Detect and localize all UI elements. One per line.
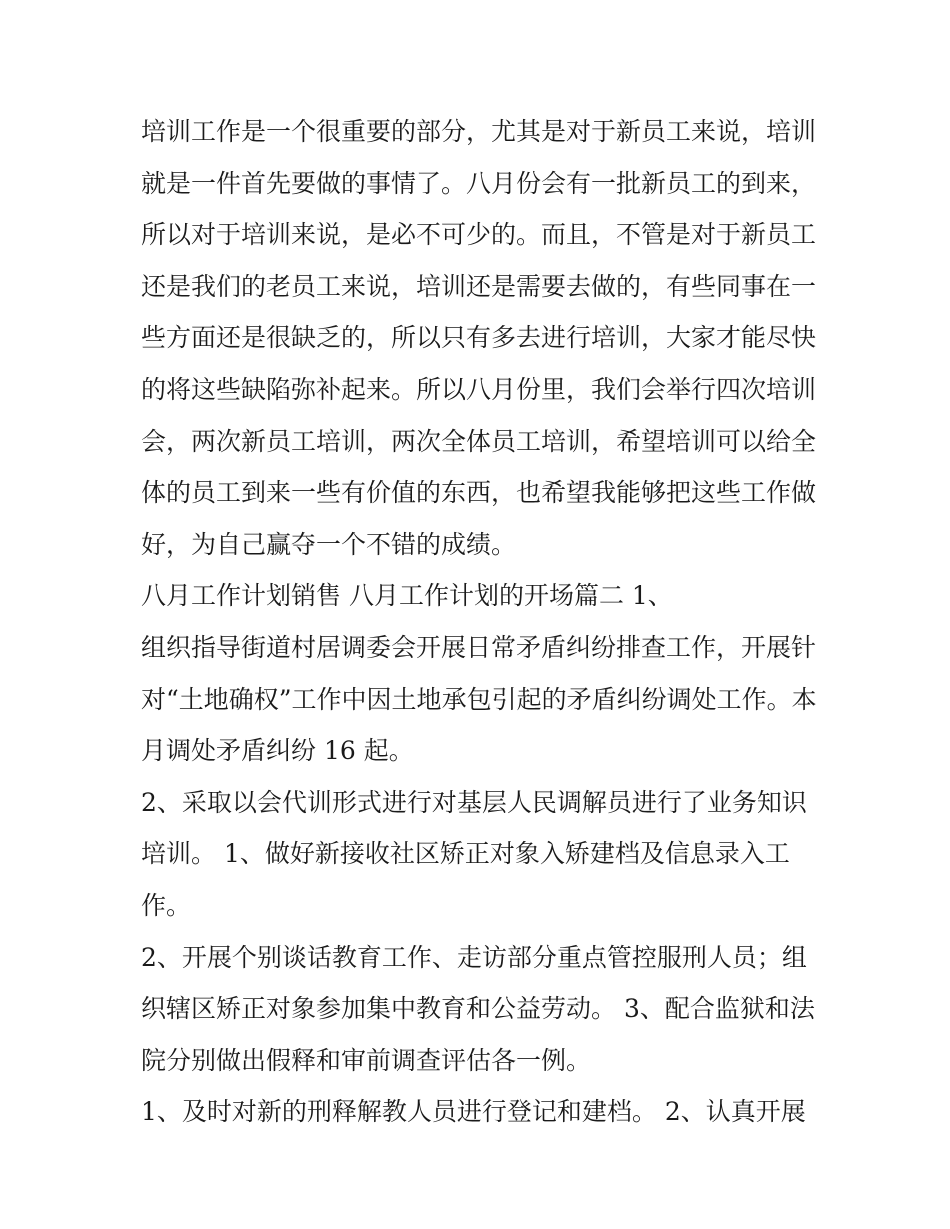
text-line: 织辖区矫正对象参加集中教育和公益劳动。 3、配合监狱和法: [141, 994, 815, 1024]
text-line: 还是我们的老员工来说，培训还是需要去做的，有些同事在一: [141, 271, 817, 301]
text-line: 院分别做出假释和审前调查评估各一例。: [141, 1045, 592, 1075]
text-line: 培训工作是一个很重要的部分，尤其是对于新员工来说，培训: [141, 117, 817, 146]
text-line: 会，两次新员工培训，两次全体员工培训，希望培训可以给全: [141, 426, 817, 456]
paragraph-training: [141, 106, 817, 570]
text-line: 对“土地确权”工作中因土地承包引起的矛盾纠纷调处工作。本: [141, 684, 817, 714]
text-line: 作。: [141, 890, 192, 920]
section-heading: [141, 570, 813, 622]
text-line: 就是一件首先要做的事情了。八月份会有一批新员工的到来，: [141, 168, 817, 198]
paragraph-correction-work: [141, 932, 813, 1087]
text-line: 好，为自己赢夺一个不错的成绩。: [141, 529, 517, 559]
text-line: 培训。 1、做好新接收社区矫正对象入矫建档及信息录入工: [141, 839, 790, 869]
text-line: 所以对于培训来说，是必不可少的。而且，不管是对于新员工: [141, 220, 817, 250]
document-body: [141, 106, 817, 1138]
paragraph-mediator-training: [141, 777, 813, 932]
text-line: 2、采取以会代训形式进行对基层人民调解员进行了业务知识: [141, 787, 807, 817]
text-line: 体的员工到来一些有价值的东西，也希望我能够把这些工作做: [141, 478, 817, 508]
text-line: 些方面还是很缺乏的，所以只有多去进行培训，大家才能尽快: [141, 323, 817, 353]
paragraph-released-persons: [141, 1086, 813, 1138]
text-line: 八月工作计划销售 八月工作计划的开场篇二 1、: [141, 581, 673, 611]
paragraph-mediation: [141, 622, 817, 777]
text-line: 的将这些缺陷弥补起来。所以八月份里，我们会举行四次培训: [141, 374, 817, 404]
text-line: 月调处矛盾纠纷 16 起。: [141, 736, 414, 766]
text-line: 2、开展个别谈话教育工作、走访部分重点管控服刑人员；组: [141, 942, 807, 972]
text-line: 组织指导街道村居调委会开展日常矛盾纠纷排查工作，开展针: [141, 632, 817, 662]
text-line: 1、及时对新的刑释解教人员进行登记和建档。 2、认真开展: [141, 1097, 806, 1127]
